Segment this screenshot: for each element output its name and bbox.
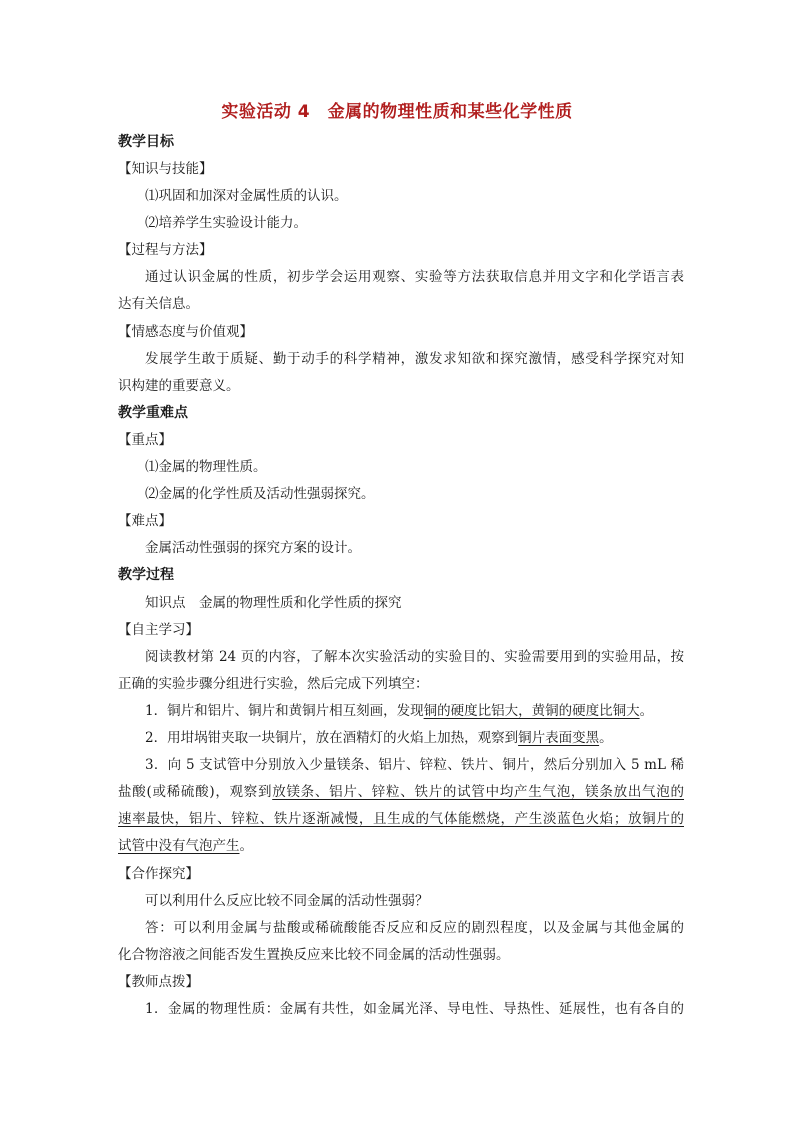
self-study-line2: 正确的实验步骤分组进行实验，然后完成下列填空： xyxy=(118,676,429,692)
emotion-text-line1: 发展学生敢于质疑、勤于动手的科学精神，激发求知欲和探究激情，感受科学探究对知 xyxy=(145,351,684,367)
heading-teaching-process: 教学过程 xyxy=(118,567,174,583)
difficult-point-text: 金属活动性强弱的探究方案的设计。 xyxy=(145,540,361,556)
item2-end: 。 xyxy=(599,730,613,746)
inquiry-question: 可以利用什么反应比较不同金属的活动性强弱？ xyxy=(145,893,429,909)
goal-item-2: ⑵培养学生实验设计能力。 xyxy=(145,215,307,231)
item1-text: 1．铜片和铝片、铜片和黄铜片相互刻画，发现 xyxy=(145,703,424,719)
knowledge-point-title: 知识点 金属的物理性质和化学性质的探究 xyxy=(145,595,402,611)
item2-answer: 铜片表面变黑 xyxy=(518,730,600,746)
label-self-study: 【自主学习】 xyxy=(118,622,199,638)
experiment-item-1 xyxy=(145,701,684,721)
item2-text: 2．用坩埚钳夹取一块铜片，放在酒精灯的火焰上加热，观察到 xyxy=(145,730,519,746)
inquiry-answer-line2: 化合物溶液之间能否发生置换反应来比较不同金属的活动性强弱。 xyxy=(118,947,510,963)
label-key-points: 【重点】 xyxy=(118,432,172,448)
experiment-item-2 xyxy=(145,728,684,748)
heading-key-difficult-points: 教学重难点 xyxy=(118,405,188,421)
experiment-item-3-line1: 3．向 5 支试管中分别放入少量镁条、铝片、锌粒、铁片、铜片，然后分别加入 5 mL 稀 xyxy=(145,757,684,773)
item3-end: 。 xyxy=(239,838,253,854)
label-process-method: 【过程与方法】 xyxy=(118,242,213,258)
label-difficult-points: 【难点】 xyxy=(118,513,172,529)
label-cooperative-inquiry: 【合作探究】 xyxy=(118,866,199,882)
label-knowledge-skills: 【知识与技能】 xyxy=(118,161,213,177)
item3-text: 盐酸(或稀硫酸)，观察到 xyxy=(118,784,273,800)
item1-end: 。 xyxy=(639,703,654,719)
heading-teaching-goals: 教学目标 xyxy=(118,134,174,150)
item3-answer-part3: 试管中没有气泡产生 xyxy=(118,838,240,854)
label-teacher-guidance: 【教师点拨】 xyxy=(118,974,199,990)
experiment-item-3-line4 xyxy=(118,836,684,856)
goal-item-1: ⑴巩固和加深对金属性质的认识。 xyxy=(145,188,348,204)
process-text-line2: 达有关信息。 xyxy=(118,296,199,312)
page-title: 实验活动 4 金属的物理性质和某些化学性质 xyxy=(221,102,573,122)
key-point-2: ⑵金属的化学性质及活动性强弱探究。 xyxy=(145,486,375,502)
experiment-item-3-line3 xyxy=(118,809,684,829)
process-text-line1: 通过认识金属的性质，初步学会运用观察、实验等方法获取信息并用文字和化学语言表 xyxy=(145,269,684,285)
emotion-text-line2: 识构建的重要意义。 xyxy=(118,378,240,394)
key-point-1: ⑴金属的物理性质。 xyxy=(145,459,267,475)
self-study-line1: 阅读教材第 24 页的内容，了解本次实验活动的实验目的、实验需要用到的实验用品，按 xyxy=(145,649,684,665)
experiment-item-3-line2 xyxy=(118,782,684,802)
inquiry-answer-line1: 答：可以利用金属与盐酸或稀硫酸能否反应和反应的剧烈程度，以及金属与其他金属的 xyxy=(145,920,684,936)
item1-answer: 铜的硬度比铝大，黄铜的硬度比铜大 xyxy=(423,703,640,719)
item3-answer-part1: 放镁条、铝片、锌粒、铁片的试管中均产生气泡，镁条放出气泡的 xyxy=(272,784,685,800)
label-emotion-values: 【情感态度与价值观】 xyxy=(118,324,253,340)
item3-answer-part2: 速率最快，铝片、锌粒、铁片逐渐减慢，且生成的气体能燃烧，产生淡蓝色火焰；放铜片的 xyxy=(118,811,684,827)
teacher-guidance-line1: 1．金属的物理性质：金属有共性，如金属光泽、导电性、导热性、延展性，也有各自的 xyxy=(145,1001,684,1017)
